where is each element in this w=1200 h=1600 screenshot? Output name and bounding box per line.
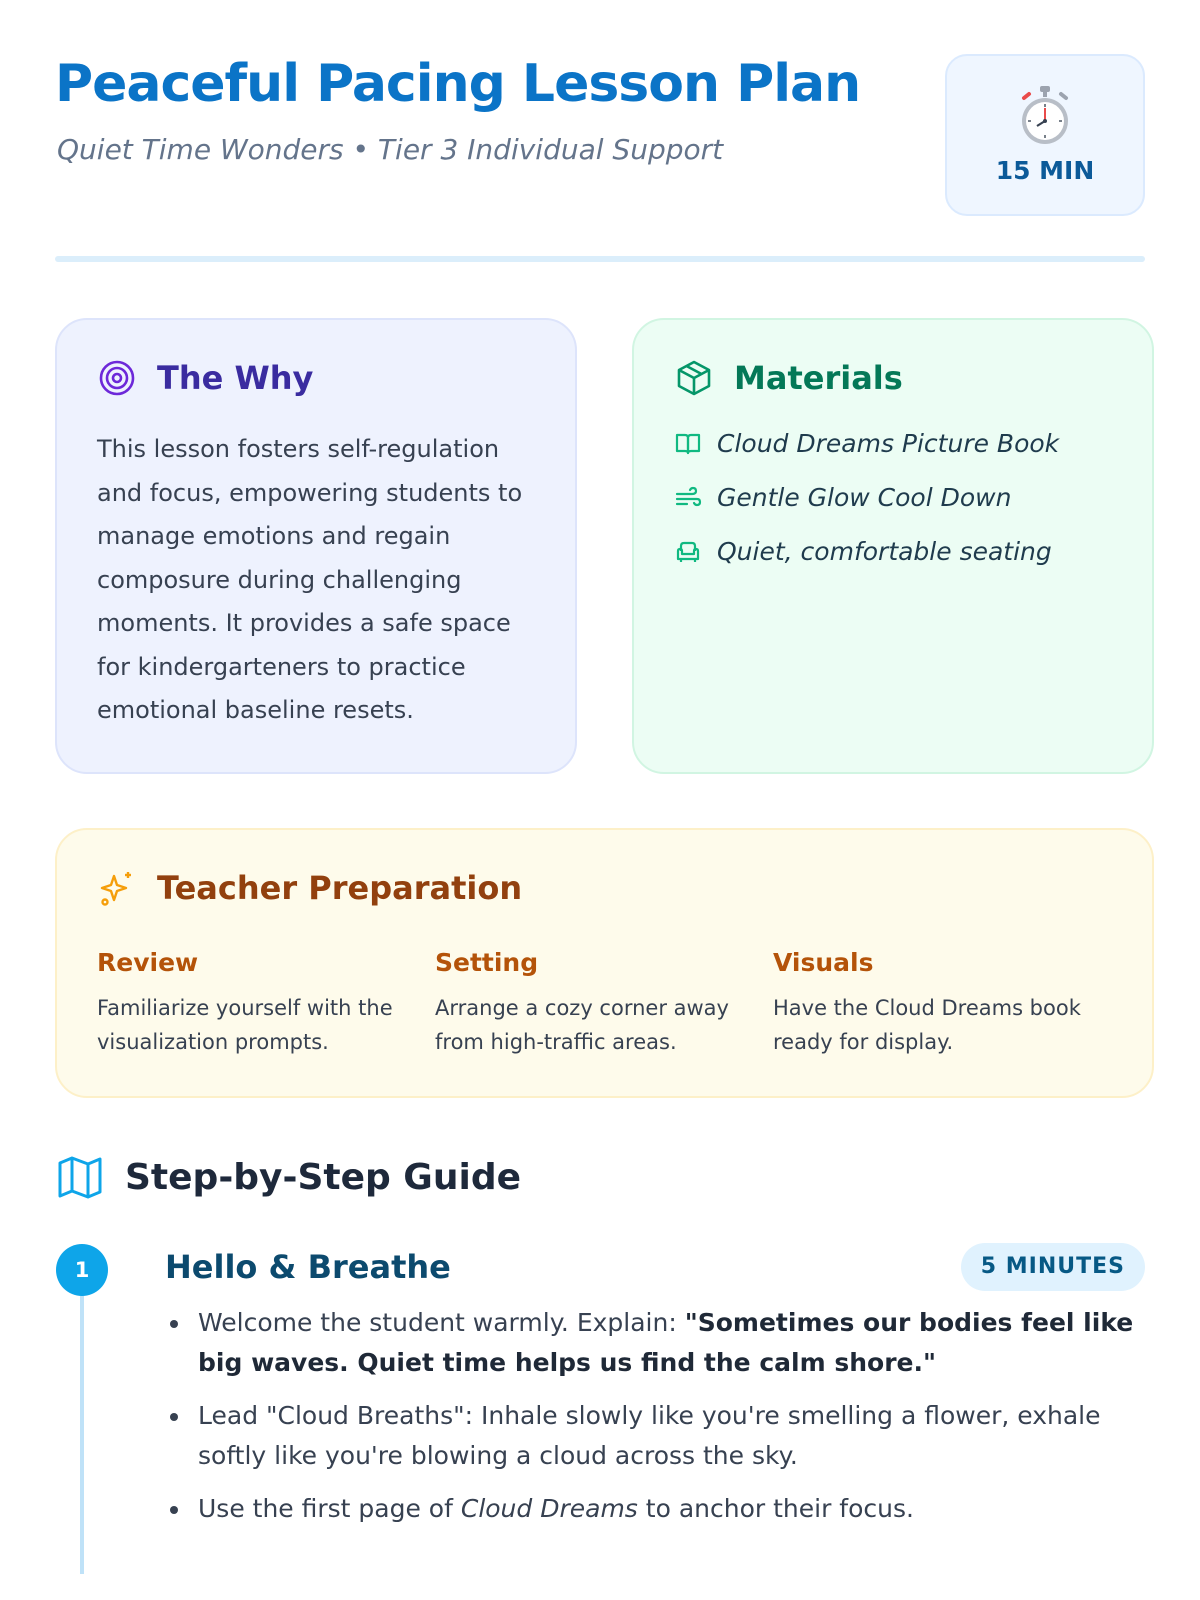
stopwatch-icon bbox=[1016, 84, 1074, 146]
why-text: This lesson fosters self-regulation and focus, empowering students to manage emotions and regain composure during challenging moments. It provides a safe space for kindergarteners to practice emotional baseline resets. bbox=[97, 435, 523, 724]
duration-badge bbox=[945, 54, 1145, 216]
page-title: Peaceful Pacing Lesson Plan bbox=[55, 54, 861, 114]
prep-column-text: Familiarize yourself with the visualization prompts. bbox=[97, 996, 393, 1054]
wind-icon bbox=[674, 484, 702, 512]
preparation-card-header bbox=[97, 868, 522, 908]
prep-column-text: Have the Cloud Dreams book ready for display. bbox=[773, 996, 1081, 1054]
materials-list bbox=[674, 426, 1059, 588]
map-icon bbox=[55, 1152, 105, 1202]
armchair-icon bbox=[674, 538, 702, 566]
why-title: The Why bbox=[157, 359, 314, 397]
bullet-text: Lead "Cloud Breaths": Inhale slowly like you're smelling a flower, exhale softly like you're blowing a cloud across the sky. bbox=[198, 1401, 1101, 1470]
timeline-line bbox=[80, 1270, 84, 1574]
materials-item bbox=[674, 426, 1059, 461]
materials-title: Materials bbox=[734, 359, 903, 397]
bullet-book-title: Cloud Dreams bbox=[460, 1494, 638, 1523]
prep-column-text: Arrange a cozy corner away from high-traffic areas. bbox=[435, 996, 729, 1054]
bullet-quote: "Sometimes our bodies feel like big waves. Quiet time helps us find the calm shore." bbox=[198, 1308, 1134, 1377]
materials-card bbox=[632, 318, 1154, 774]
guide-title: Step-by-Step Guide bbox=[125, 1156, 521, 1198]
materials-card-header bbox=[674, 358, 903, 398]
why-card bbox=[55, 318, 577, 774]
prep-column-heading: Visuals bbox=[773, 948, 874, 977]
prep-column-heading: Setting bbox=[435, 948, 539, 977]
step-number: 1 bbox=[56, 1244, 108, 1296]
bullet-text: Use the first page of bbox=[198, 1494, 461, 1523]
target-icon bbox=[97, 358, 137, 398]
sparkles-icon bbox=[97, 868, 137, 908]
step-title: Hello & Breathe bbox=[165, 1248, 451, 1286]
guide-header bbox=[55, 1152, 521, 1202]
materials-item-label: Quiet, comfortable seating bbox=[717, 537, 1052, 566]
prep-column-setting bbox=[435, 948, 755, 1059]
materials-item bbox=[674, 480, 1059, 515]
page-subtitle: Quiet Time Wonders • Tier 3 Individual Support bbox=[57, 133, 724, 166]
header-divider bbox=[55, 256, 1145, 262]
preparation-title: Teacher Preparation bbox=[157, 869, 523, 907]
bullet-text: to anchor their focus. bbox=[637, 1494, 914, 1523]
materials-item-label: Gentle Glow Cool Down bbox=[717, 483, 1012, 512]
step-bullet bbox=[198, 1396, 1148, 1476]
why-card-header bbox=[97, 358, 313, 398]
bullet-text: Welcome the student warmly. Explain: bbox=[198, 1308, 685, 1337]
prep-column-visuals bbox=[773, 948, 1093, 1059]
step-duration-badge: 5 MINUTES bbox=[961, 1243, 1145, 1291]
step-bullet-list bbox=[198, 1303, 1148, 1542]
book-icon bbox=[674, 430, 702, 458]
duration-label: 15 MIN bbox=[995, 156, 1095, 185]
prep-column-heading: Review bbox=[97, 948, 199, 977]
step-bullet bbox=[198, 1303, 1148, 1383]
materials-item-label: Cloud Dreams Picture Book bbox=[717, 429, 1060, 458]
materials-item bbox=[674, 534, 1059, 569]
package-icon bbox=[674, 358, 714, 398]
step-bullet bbox=[198, 1489, 1148, 1529]
preparation-card bbox=[55, 828, 1154, 1098]
prep-column-review bbox=[97, 948, 417, 1059]
